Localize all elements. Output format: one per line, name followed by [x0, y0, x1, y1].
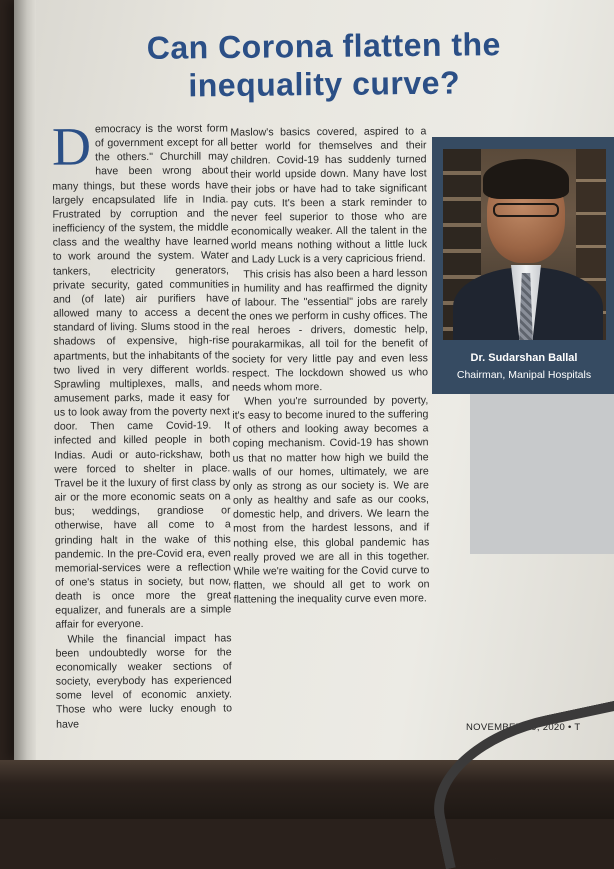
paragraph-1	[51, 116, 232, 632]
paragraph-1-text: emocracy is the worst form of government except for all the others." Churchill may have been wrong about many things, but these words have largely encapsulated life in India. Frustrated by corruption and the inefficiency of the system, the middle class and the wealthy have learned to work around the system. Water tankers, electricity generators, private security, gated communities and (of late) air purifiers have allowed many to access a decent standard of living. Slums stood in the shadows of expensive, high-rise apartments, but the inhabitants of the two lived in very different worlds. Sprawling multiplexes, malls, and amusement parks, made it easy for us to look away from the poverty next door. Then came Covid-19. It infected and killed people in both Indias. Audi or auto-rickshaw, both were forced to shelter in place. Travel be it the luxury of first class by air or the more economic seats on a bus; weddings, grandiose or otherwise, have all come to a grinding halt in the wake of this pandemic. In the pre-Covid era, even memorial-services were a reflection of one's status in society, but now, death is once more the great equalizer, and funerals are a simple affair for everyone.	[52, 122, 232, 632]
title-line-1: Can Corona flatten the	[146, 26, 502, 67]
glasses	[493, 203, 559, 217]
paragraph-2: While the financial impact has been undoubtedly worse for the economically weaker sections of society, everybody has experienced some level of economic anxiety. Those who were lucky enough to have	[55, 632, 233, 731]
author-role: Chairman, Manipal Hospitals	[456, 369, 592, 381]
page-footer-date: NOVEMBER 29, 2020 • T	[466, 722, 581, 733]
title-line-2: inequality curve?	[188, 65, 461, 104]
magazine-page	[14, 0, 614, 760]
article-column-1	[51, 116, 233, 731]
gray-ad-block	[470, 394, 614, 554]
author-photo-box	[432, 137, 614, 394]
paragraph-3: Maslow's basics covered, aspired to a better world for themselves and their children. Covid-19 has suddenly turned their world upside down. Many have lost their jobs or have had to take significant pay cuts. It's been a stark reminder to never feel superior to those who are economically weaker. All the talent in the world means nothing without a little luck and Lady Luck is a very capricious friend.	[230, 125, 428, 267]
hair	[483, 159, 569, 199]
paragraph-5: When you're surrounded by poverty, it's easy to become inured to the suffering of others and looking away becomes a coping mechanism. Covid-19 has shown us that no matter how high we build the walls of our homes, ultimately, we are only as strong as our society is. We are only as healthy and safe as our cooks, domestic help, and drivers. We learn the most from the hardest lessons, and if nothing else, this global pandemic has really proved we are all in this together. While we're waiting for the Covid curve to flatten, we should all get to work on flattening the inequality curve even more.	[232, 394, 430, 606]
page-edge-shadow	[14, 0, 36, 760]
article-column-2	[230, 124, 429, 607]
paragraph-4: This crisis has also been a hard lesson in humility and has reaffirmed the dignity of labour. The "essential" jobs are rarely the ones we perform in cushy offices. The real heroes - drivers, domestic help, pourakarmikas, all toil for the benefit of society for very little pay and even less respect. The lockdown showed us who needs whom more.	[231, 266, 429, 394]
author-name: Dr. Sudarshan Ballal	[470, 352, 578, 364]
article-title	[84, 25, 565, 106]
author-photo	[443, 149, 606, 340]
drop-cap: D	[51, 116, 92, 177]
